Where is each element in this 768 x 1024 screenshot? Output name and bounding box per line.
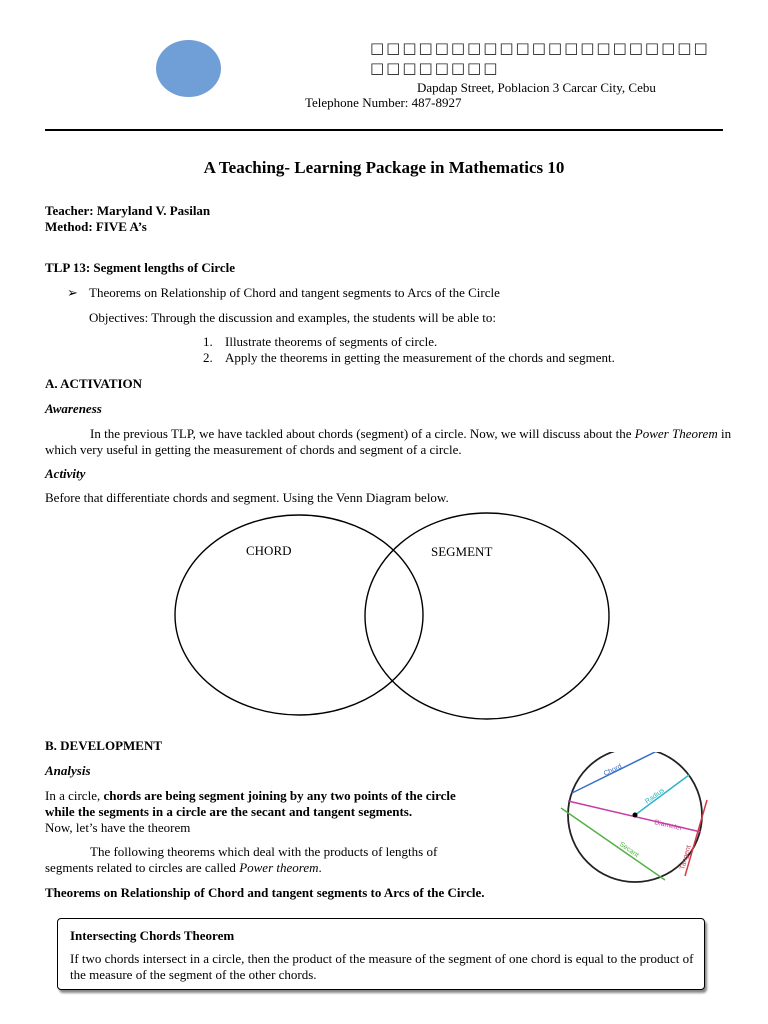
activity-label: Activity [45, 466, 86, 481]
objectives-intro: Objectives: Through the discussion and examples, the students will be able to: [89, 310, 497, 325]
analysis-label: Analysis [45, 763, 91, 778]
method-line: Method: FIVE A’s [45, 219, 147, 234]
theorem-text: If two chords intersect in a circle, then the product of the measure of the segment of one chord is equal to the product of the measure of the segment of the other chords. [70, 951, 694, 982]
list-item: 1. Illustrate theorems of segments of circle. [203, 334, 438, 349]
development-heading: B. DEVELOPMENT [45, 738, 163, 753]
school-phone: Telephone Number: 487-8927 [305, 95, 462, 110]
circle-parts-diagram [555, 752, 715, 887]
venn-label-segment: SEGMENT [431, 544, 493, 559]
arrow-bullet-icon: ➢ [67, 285, 78, 300]
objectives-list [203, 334, 615, 366]
tangent-label: Tangent [679, 844, 693, 871]
theorem-box [57, 918, 705, 990]
school-name: □□□□□□□□□□□□□□□□□□□□□□□□□□□□□ [370, 39, 710, 77]
venn-diagram [170, 512, 615, 724]
power-theorem-paragraph: The following theorems which deal with the products of lengths of segments related to circles are called Power theorem. [45, 844, 438, 875]
topic-text: Theorems on Relationship of Chord and tangent segments to Arcs of the Circle [89, 285, 500, 300]
topic-item [67, 285, 500, 301]
teacher-line: Teacher: Maryland V. Pasilan [45, 203, 211, 218]
chord-label: Chord [602, 763, 624, 778]
center-point [633, 813, 638, 818]
awareness-label: Awareness [45, 401, 102, 416]
analysis-paragraph: In a circle, chords are being segment joining by any two points of the circle while the segments in a circle are the secant and tangent segments. Now, let’s have the theorem [45, 788, 456, 835]
power-theorem-term: Power Theorem [634, 426, 718, 441]
secant-line [561, 808, 665, 880]
radius-label: Radius [644, 787, 666, 806]
activity-text: Before that differentiate chords and segment. Using the Venn Diagram below. [45, 490, 449, 505]
tlp-title: TLP 13: Segment lengths of Circle [45, 260, 236, 275]
header-divider [45, 129, 723, 131]
school-address: Dapdap Street, Poblacion 3 Carcar City, Cebu [417, 80, 656, 95]
list-item: 2. Apply the theorems in getting the measurement of the chords and segment. [203, 350, 615, 365]
theorems-heading: Theorems on Relationship of Chord and tangent segments to Arcs of the Circle. [45, 885, 485, 900]
theorem-title: Intersecting Chords Theorem [70, 928, 235, 943]
activation-heading: A. ACTIVATION [45, 376, 143, 391]
diameter-label: Diameter [653, 819, 683, 833]
awareness-paragraph: In the previous TLP, we have tackled about chords (segment) of a circle. Now, we will discuss about the Power Theorem in which very useful in getting the measurement of chords and segment of a circle. [45, 426, 732, 457]
tangent-line [685, 800, 707, 876]
venn-label-chord: CHORD [246, 543, 292, 558]
venn-circle-chord [175, 515, 423, 715]
school-logo [156, 40, 221, 97]
page-title: A Teaching- Learning Package in Mathematics 10 [203, 158, 565, 177]
secant-label: Secant [617, 840, 640, 860]
